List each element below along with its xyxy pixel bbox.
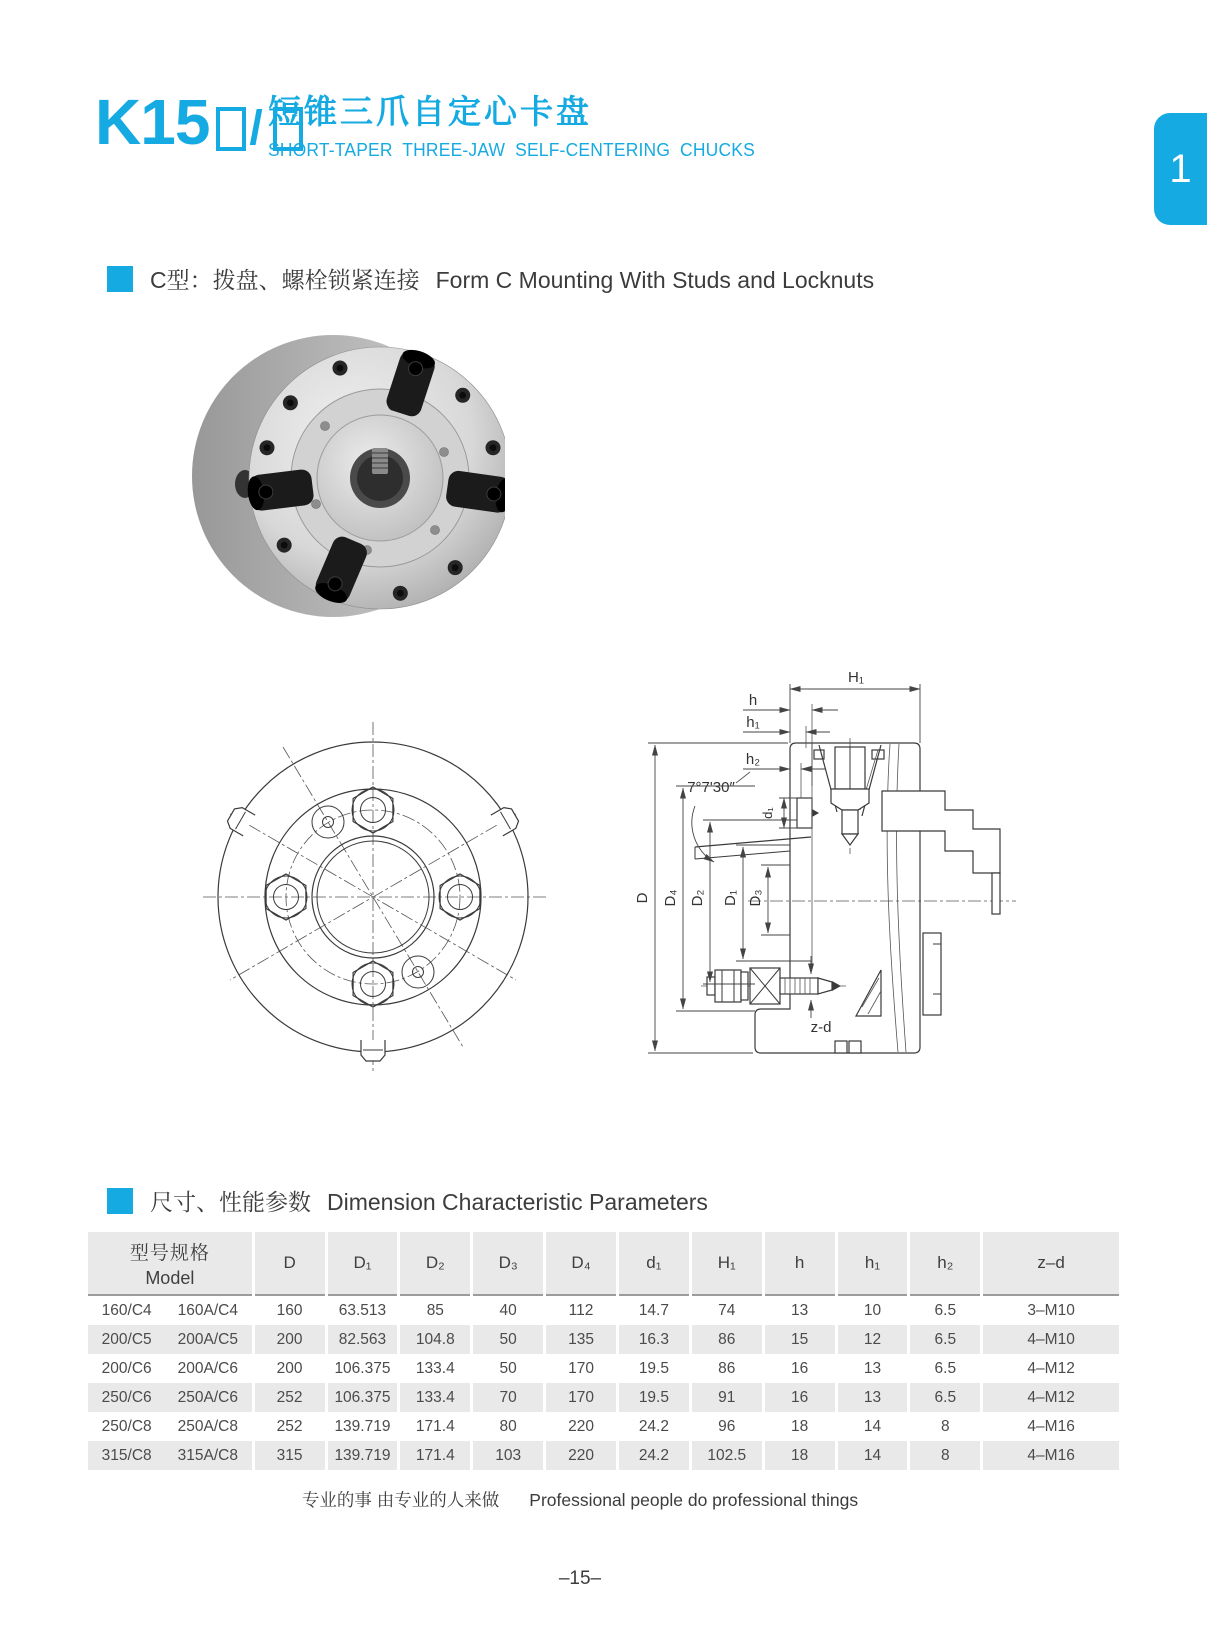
column-header: D₂ [400, 1232, 470, 1296]
value-cell: 160 [255, 1296, 325, 1325]
section-heading-form-c [107, 262, 874, 295]
dim-label-D1: D₁ [722, 890, 739, 906]
column-header: D [255, 1232, 325, 1296]
column-header: h₁ [838, 1232, 908, 1296]
column-header: h₂ [910, 1232, 980, 1296]
threaded-stub [372, 448, 388, 474]
model-placeholder-box [216, 107, 246, 151]
value-cell: 4–M12 [983, 1383, 1119, 1412]
table-row [88, 1412, 1119, 1441]
value-cell: 4–M12 [983, 1354, 1119, 1383]
value-cell: 19.5 [619, 1354, 689, 1383]
value-cell: 15 [765, 1325, 835, 1354]
value-cell: 139.719 [328, 1441, 398, 1470]
value-cell: 133.4 [400, 1354, 470, 1383]
value-cell: 106.375 [328, 1354, 398, 1383]
model-cell [88, 1296, 252, 1325]
model-label: 315/C8 [101, 1446, 152, 1464]
model-label: 200/C6 [101, 1359, 152, 1377]
model-label: 200A/C6 [177, 1359, 238, 1377]
value-cell: 10 [838, 1296, 908, 1325]
table-header-row [88, 1232, 1119, 1296]
value-cell: 82.563 [328, 1325, 398, 1354]
value-cell: 12 [838, 1325, 908, 1354]
model-label: 250A/C6 [177, 1388, 238, 1406]
value-cell: 14.7 [619, 1296, 689, 1325]
page-number: –15– [558, 1568, 602, 1589]
title-english: SHORT-TAPER THREE-JAW SELF-CENTERING CHUCKS [268, 140, 755, 160]
value-cell: 220 [546, 1412, 616, 1441]
value-cell: 252 [255, 1412, 325, 1441]
value-cell: 200 [255, 1325, 325, 1354]
dim-label-H1: H₁ [848, 669, 864, 686]
value-cell: 86 [692, 1354, 762, 1383]
slogan-english: Professional people do professional things [529, 1490, 859, 1510]
column-header: D₄ [546, 1232, 616, 1296]
model-label: 250A/C8 [177, 1417, 238, 1435]
value-cell: 13 [765, 1296, 835, 1325]
pilot-hole [402, 956, 434, 988]
value-cell: 6.5 [910, 1296, 980, 1325]
column-header: h [765, 1232, 835, 1296]
value-cell: 70 [473, 1383, 543, 1412]
column-header: d₁ [619, 1232, 689, 1296]
model-header-cn: 型号规格 [129, 1242, 210, 1264]
blue-square-bullet [107, 1188, 133, 1214]
dim-label-h1: h₁ [746, 714, 760, 731]
value-cell: 85 [400, 1296, 470, 1325]
pilot-hole [312, 806, 344, 838]
footer-slogan [0, 1487, 1160, 1512]
model-label: 200A/C5 [177, 1330, 238, 1348]
value-cell: 106.375 [328, 1383, 398, 1412]
model-column-header [88, 1232, 252, 1296]
section-heading-dimensions [107, 1184, 708, 1217]
value-cell: 104.8 [400, 1325, 470, 1354]
value-cell: 133.4 [400, 1383, 470, 1412]
chuck-photo [175, 326, 505, 626]
dim-label-D2: D₂ [689, 889, 706, 907]
model-label: 160/C4 [101, 1301, 152, 1319]
table-row [88, 1325, 1119, 1354]
value-cell: 4–M16 [983, 1412, 1119, 1441]
value-cell: 18 [765, 1441, 835, 1470]
model-cell [88, 1441, 252, 1470]
jaw-notch [361, 1040, 385, 1061]
model-cell [88, 1325, 252, 1354]
model-label: 250/C6 [101, 1388, 152, 1406]
model-label: 160A/C4 [177, 1301, 238, 1319]
section-dim-label-en: Dimension Characteristic Parameters [327, 1189, 708, 1215]
section-c-label-en: Form C Mounting With Studs and Locknuts [435, 267, 875, 293]
value-cell: 63.513 [328, 1296, 398, 1325]
dim-label-h: h [748, 692, 758, 709]
model-label: 200/C5 [101, 1330, 152, 1348]
value-cell: 80 [473, 1412, 543, 1441]
dim-label-D4: D₄ [662, 889, 679, 907]
value-cell: 6.5 [910, 1325, 980, 1354]
value-cell: 16.3 [619, 1325, 689, 1354]
value-cell: 13 [838, 1383, 908, 1412]
jaw-notch [491, 805, 521, 836]
value-cell: 4–M10 [983, 1325, 1119, 1354]
model-slash: / [249, 101, 263, 155]
value-cell: 24.2 [619, 1412, 689, 1441]
value-cell: 8 [910, 1412, 980, 1441]
blue-square-bullet [107, 266, 133, 292]
model-cell [88, 1354, 252, 1383]
dim-label-h2: h₂ [745, 751, 761, 768]
value-cell: 102.5 [692, 1441, 762, 1470]
dim-label-zd: z-d [810, 1019, 832, 1036]
table-body [88, 1296, 1119, 1470]
value-cell: 13 [838, 1354, 908, 1383]
value-cell: 139.719 [328, 1412, 398, 1441]
chapter-tab [1154, 113, 1207, 225]
column-header: D₃ [473, 1232, 543, 1296]
value-cell: 16 [765, 1354, 835, 1383]
column-header: z–d [983, 1232, 1119, 1296]
table-row [88, 1441, 1119, 1470]
section-dim-label-cn: 尺寸、性能参数 [150, 1189, 311, 1215]
column-header: H₁ [692, 1232, 762, 1296]
value-cell: 24.2 [619, 1441, 689, 1470]
model-cell [88, 1412, 252, 1441]
value-cell: 112 [546, 1296, 616, 1325]
table-row [88, 1296, 1119, 1325]
value-cell: 74 [692, 1296, 762, 1325]
value-cell: 19.5 [619, 1383, 689, 1412]
angle-label: 7°7'30″ [687, 779, 735, 796]
title-chinese: 短锥三爪自定心卡盘 [268, 93, 592, 130]
model-cell [88, 1383, 252, 1412]
slogan-chinese: 专业的事 由专业的人来做 [301, 1490, 500, 1510]
value-cell: 6.5 [910, 1383, 980, 1412]
value-cell: 14 [838, 1441, 908, 1470]
dim-label-D: D [634, 892, 651, 904]
value-cell: 96 [692, 1412, 762, 1441]
value-cell: 200 [255, 1354, 325, 1383]
value-cell: 50 [473, 1325, 543, 1354]
value-cell: 18 [765, 1412, 835, 1441]
value-cell: 4–M16 [983, 1441, 1119, 1470]
value-cell: 171.4 [400, 1441, 470, 1470]
value-cell: 171.4 [400, 1412, 470, 1441]
jaw-notch [225, 805, 255, 836]
value-cell: 40 [473, 1296, 543, 1325]
value-cell: 220 [546, 1441, 616, 1470]
section-view-drawing [598, 626, 1043, 1113]
value-cell: 8 [910, 1441, 980, 1470]
value-cell: 86 [692, 1325, 762, 1354]
dim-label-D3: D₃ [747, 889, 764, 907]
value-cell: 6.5 [910, 1354, 980, 1383]
front-view-drawing [195, 710, 555, 1082]
dim-label-d1: d₁ [760, 807, 775, 819]
value-cell: 315 [255, 1441, 325, 1470]
value-cell: 170 [546, 1383, 616, 1412]
value-cell: 3–M10 [983, 1296, 1119, 1325]
value-cell: 91 [692, 1383, 762, 1412]
value-cell: 252 [255, 1383, 325, 1412]
dimension-table [85, 1232, 1122, 1470]
model-label: 250/C8 [101, 1417, 152, 1435]
value-cell: 50 [473, 1354, 543, 1383]
value-cell: 135 [546, 1325, 616, 1354]
page-title [268, 86, 770, 161]
value-cell: 16 [765, 1383, 835, 1412]
value-cell: 103 [473, 1441, 543, 1470]
column-header: D₁ [328, 1232, 398, 1296]
model-code: K15 [95, 86, 210, 158]
value-cell: 170 [546, 1354, 616, 1383]
model-header-en: Model [145, 1267, 195, 1288]
table-row [88, 1383, 1119, 1412]
value-cell: 14 [838, 1412, 908, 1441]
section-c-label-cn: C型：拨盘、螺栓锁紧连接 [150, 267, 420, 293]
model-label: 315A/C8 [177, 1446, 238, 1464]
chapter-number: 1 [1169, 146, 1192, 191]
table-row [88, 1354, 1119, 1383]
